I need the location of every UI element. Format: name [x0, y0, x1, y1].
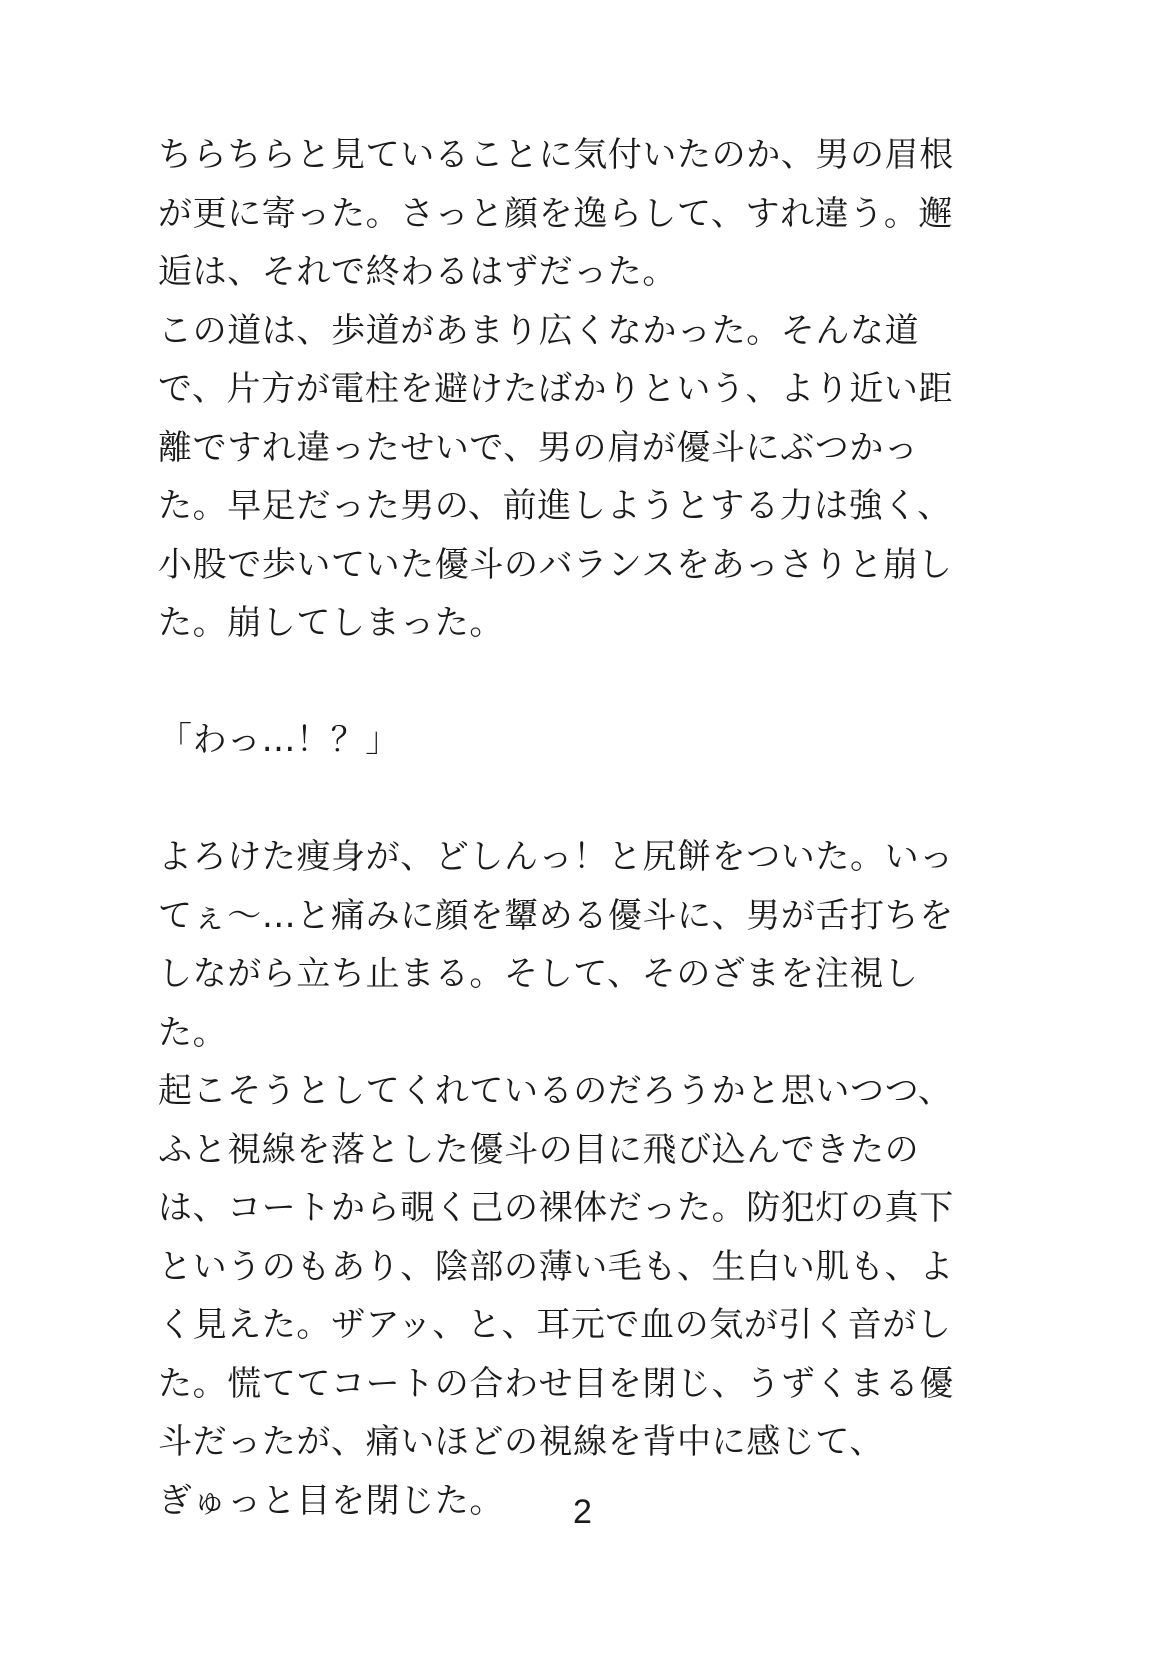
- text-line: しながら立ち止まる。そして、そのざまを注視し: [158, 954, 919, 994]
- text-line: [158, 770, 998, 829]
- page-number: 2: [573, 1493, 592, 1531]
- text-line: で、片方が電柱を避けたばかりという、より近い距: [158, 369, 954, 409]
- text-line: 「わっ…！？」: [158, 720, 400, 760]
- text-line: が更に寄った。さっと顔を逸らして、すれ違う。邂: [158, 193, 954, 234]
- text-line: 離ですれ違ったせいで、男の肩が優斗にぶつかっ: [158, 427, 919, 468]
- text-line: よろけた痩身が、どしんっ！と尻餅をついた。いっ: [158, 837, 954, 877]
- text-line: てぇ〜…と痛みに顔を顰める優斗に、男が舌打ちを: [158, 895, 954, 936]
- body-text: [158, 126, 998, 1530]
- text-line: は、コートから覗く己の裸体だった。防犯灯の真下: [158, 1188, 954, 1228]
- text-line: ふと視線を落とした優斗の目に飛び込んできたの: [158, 1129, 920, 1170]
- text-line: 逅は、それで終わるはずだった。: [158, 252, 677, 292]
- text-line: この道は、歩道があまり広くなかった。そんな道: [158, 310, 920, 351]
- text-line: 斗だったが、痛いほどの視線を背中に感じて、: [158, 1422, 884, 1462]
- text-line: た。早足だった男の、前進しようとする力は強く、: [158, 486, 952, 526]
- text-line: ぎゅっと目を閉じた。: [158, 1480, 504, 1521]
- text-line: 起こそうとしてくれているのだろうかと思いつつ、: [158, 1071, 953, 1111]
- text-line: た。: [158, 1012, 228, 1053]
- text-line: た。崩してしまった。: [158, 603, 504, 643]
- text-line: 小股で歩いていた優斗のバランスをあっさりと崩し: [158, 544, 953, 585]
- text-line: [158, 653, 998, 712]
- text-line: た。慌ててコートの合わせ目を閉じ、うずくまる優: [158, 1363, 954, 1404]
- text-line: というのもあり、陰部の薄い毛も、生白い肌も、よ: [158, 1246, 954, 1287]
- text-line: ちらちらと見ていることに気付いたのか、男の眉根: [158, 135, 954, 175]
- text-line: く見えた。ザアッ、と、耳元で血の気が引く音がし: [158, 1305, 952, 1345]
